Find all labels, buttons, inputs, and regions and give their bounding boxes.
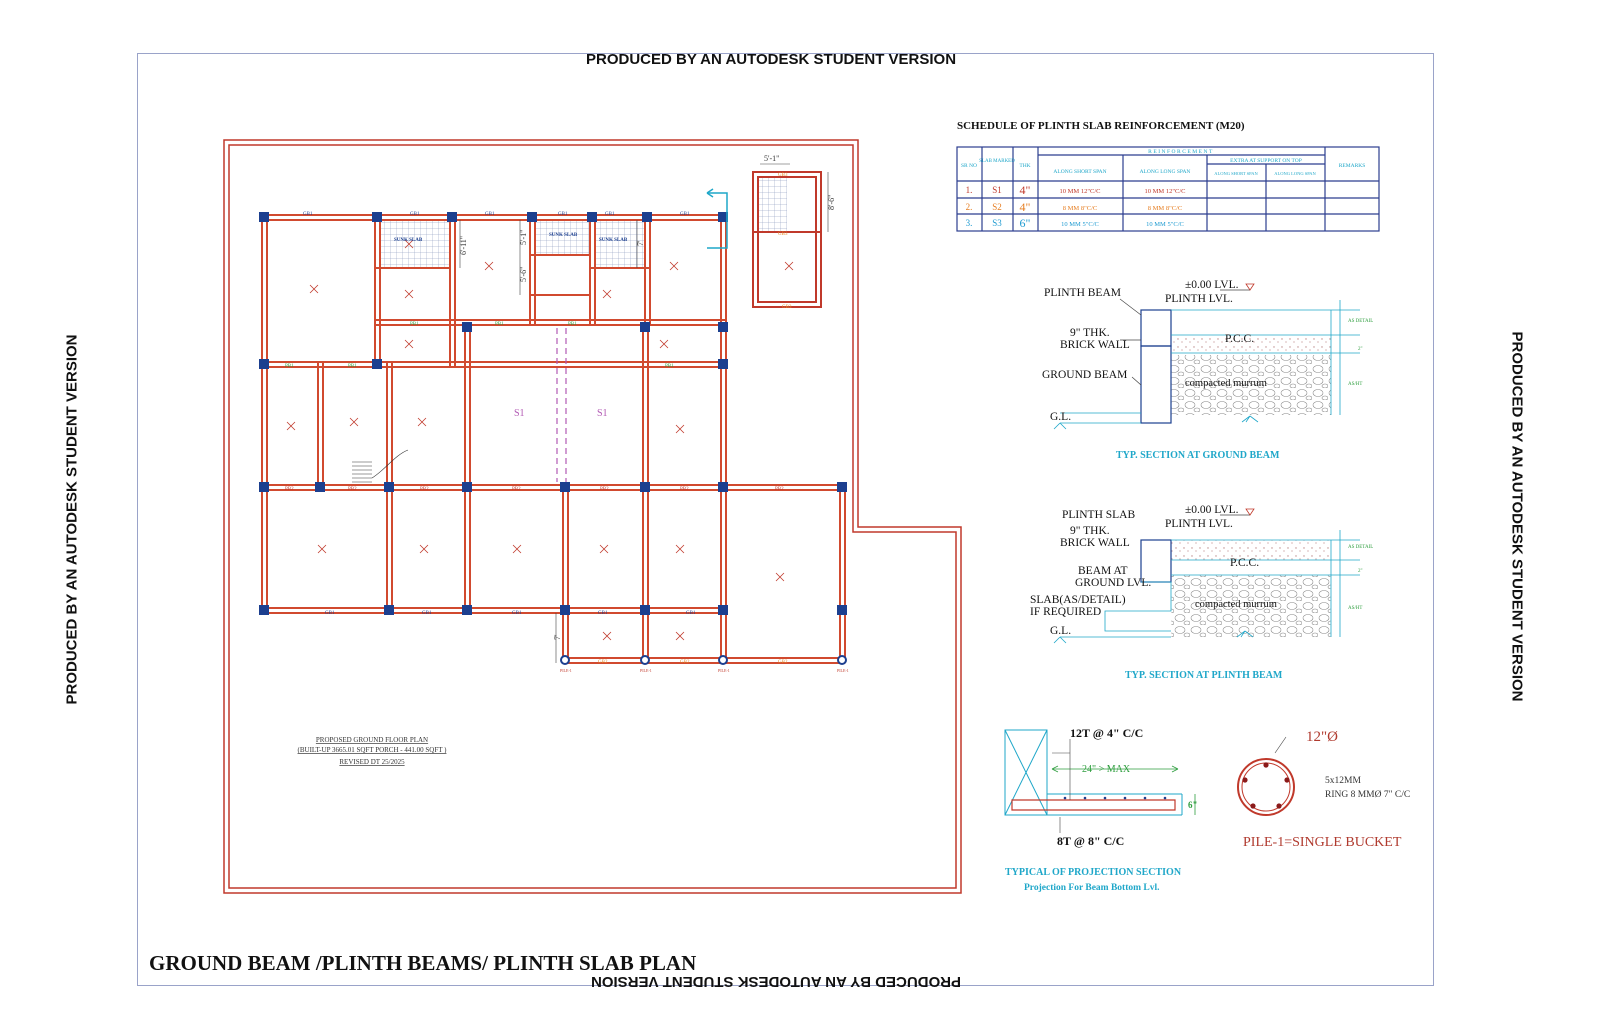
label-plinth-level: PLINTH LVL. bbox=[1165, 293, 1233, 305]
sunk-slab-label: SUNK SLAB bbox=[394, 238, 423, 243]
label-plinth-slab: PLINTH SLAB bbox=[1062, 509, 1136, 521]
label-gl: G.L. bbox=[1050, 625, 1072, 637]
header-sr-no: SR NO bbox=[960, 163, 978, 169]
beam-label: GB1 bbox=[303, 212, 313, 217]
projection-section bbox=[1000, 725, 1210, 900]
header-thk: THK bbox=[1019, 163, 1031, 169]
beam-label: GB1 bbox=[410, 212, 420, 217]
plan-caption-revised: REVISED DT 25/2025 bbox=[339, 758, 405, 766]
label-level: ±0.00 LVL. bbox=[1185, 280, 1239, 291]
dimension-text: 7' bbox=[553, 634, 562, 640]
beam-label: GB1 bbox=[680, 212, 690, 217]
plot-boundary bbox=[224, 140, 961, 893]
row-thk: 4" bbox=[1019, 183, 1031, 197]
beam-label: GB1 bbox=[598, 611, 608, 616]
pile-bars: 5x12MM bbox=[1325, 776, 1361, 786]
row-thk: 6" bbox=[1019, 216, 1031, 230]
beam-label: GB2 bbox=[778, 660, 788, 665]
label-plinth-beam: PLINTH BEAM bbox=[1044, 287, 1121, 299]
beam-label: PB2 bbox=[775, 487, 784, 492]
section-caption: TYP. SECTION AT GROUND BEAM bbox=[1116, 450, 1280, 461]
section-plinth-beam bbox=[1030, 505, 1400, 690]
beam-label: PB2 bbox=[285, 487, 294, 492]
label-level: ±0.00 LVL. bbox=[1185, 505, 1239, 516]
header-extra-short: ALONG SHORT SPAN bbox=[1214, 171, 1258, 176]
pile-detail bbox=[1235, 725, 1420, 855]
label-pcc: P.C.C. bbox=[1230, 557, 1260, 569]
row-mark: S1 bbox=[992, 185, 1002, 195]
section-caption: TYP. SECTION AT PLINTH BEAM bbox=[1125, 670, 1283, 681]
row-sr: 2. bbox=[965, 202, 973, 212]
beam-label: GB3 bbox=[778, 232, 788, 237]
pile-ring: RING 8 MMØ 7" C/C bbox=[1325, 790, 1411, 800]
pile-caption: PILE-1=SINGLE BUCKET bbox=[1243, 835, 1402, 850]
watermark-left: PRODUCED BY AN AUTODESK STUDENT VERSION bbox=[63, 334, 81, 705]
header-along-long: ALONG LONG SPAN bbox=[1139, 169, 1191, 175]
beam-label: PB2 bbox=[600, 487, 609, 492]
sunk-slab-label: SUNK SLAB bbox=[599, 238, 628, 243]
sunk-slab-label: SUNK SLAB bbox=[549, 233, 578, 238]
row-long: 10 MM 5"C/C bbox=[1146, 221, 1184, 228]
label-brick-wall: BRICK WALL bbox=[1060, 339, 1130, 351]
label-as-ht: AS/HT bbox=[1348, 606, 1363, 611]
beam-label: GB1 bbox=[485, 212, 495, 217]
beam-label: GB1 bbox=[686, 611, 696, 616]
beam-label: PB2 bbox=[348, 487, 357, 492]
row-sr: 3. bbox=[965, 218, 973, 228]
header-along-short: ALONG SHORT SPAN bbox=[1053, 169, 1107, 175]
beam-label: PB2 bbox=[680, 487, 689, 492]
beam-label: PB1 bbox=[568, 322, 577, 327]
beam-label: GB1 bbox=[325, 611, 335, 616]
label-gl: G.L. bbox=[1050, 411, 1072, 423]
slab-mark: S1 bbox=[514, 408, 525, 419]
label-2in: 2" bbox=[1358, 569, 1363, 574]
label-slab-detail: SLAB(AS/DETAIL) bbox=[1030, 594, 1126, 606]
dashed-beam-line bbox=[557, 328, 566, 482]
projection-subcaption: Projection For Beam Bottom Lvl. bbox=[1024, 883, 1160, 893]
watermark-right: PRODUCED BY AN AUTODESK STUDENT VERSION bbox=[1508, 331, 1526, 702]
row-mark: S2 bbox=[992, 202, 1002, 212]
watermark-top: PRODUCED BY AN AUTODESK STUDENT VERSION bbox=[586, 51, 957, 68]
label-pcc: P.C.C. bbox=[1225, 333, 1255, 345]
max-length-label: 24" > MAX bbox=[1082, 764, 1131, 775]
beam-label: PB2 bbox=[512, 487, 521, 492]
watermark-bottom: PRODUCED BY AN AUTODESK STUDENT VERSION bbox=[591, 973, 962, 990]
label-as-detail: AS DETAIL bbox=[1348, 545, 1374, 550]
reinforcement-schedule bbox=[955, 115, 1385, 235]
beam-label: PB1 bbox=[410, 322, 419, 327]
depth-label: 6" bbox=[1188, 800, 1198, 810]
section-ground-beam bbox=[1040, 280, 1400, 465]
beam-label: PB1 bbox=[665, 364, 674, 369]
slab-mark: S1 bbox=[597, 408, 608, 419]
row-long: 10 MM 12"C/C bbox=[1144, 188, 1186, 195]
slab-markers bbox=[287, 240, 793, 640]
header-reinforcement: REINFORCEMENT bbox=[1148, 149, 1214, 155]
beam-label: GB1 bbox=[512, 611, 522, 616]
header-remarks: REMARKS bbox=[1338, 163, 1366, 169]
schedule-title: SCHEDULE OF PLINTH SLAB REINFORCEMENT (M20) bbox=[957, 120, 1245, 132]
label-beam-at: BEAM AT bbox=[1078, 565, 1128, 577]
plan-caption-title: PROPOSED GROUND FLOOR PLAN bbox=[315, 736, 429, 744]
label-as-detail: AS DETAIL bbox=[1348, 319, 1374, 324]
beam-label: GB2 bbox=[680, 660, 690, 665]
header-extra: EXTRA AT SUPPORT ON TOP bbox=[1230, 158, 1302, 164]
dimension-text: 7' bbox=[636, 240, 645, 246]
label-2in: 2" bbox=[1358, 347, 1363, 352]
label-plinth-level: PLINTH LVL. bbox=[1165, 518, 1233, 530]
label-brick-wall: BRICK WALL bbox=[1060, 537, 1130, 549]
header-extra-long: ALONG LONG SPAN bbox=[1274, 171, 1316, 176]
row-sr: 1. bbox=[965, 185, 973, 195]
dimension-text: 6'-11" bbox=[459, 235, 468, 255]
projection-caption: TYPICAL OF PROJECTION SECTION bbox=[1005, 867, 1182, 878]
plan-caption-area: (BUILT-UP 3665.01 SQFT PORCH - 441.00 SQFT ) bbox=[297, 746, 447, 754]
top-bar-label: 12T @ 4" C/C bbox=[1070, 726, 1144, 740]
beam-label: GB1 bbox=[605, 212, 615, 217]
dimension-text: 8'-6" bbox=[827, 194, 836, 210]
beam-label: PB1 bbox=[285, 364, 294, 369]
sunk-slab-4 bbox=[759, 178, 787, 231]
beam-label: GB2 bbox=[598, 660, 608, 665]
beam-label: GB1 bbox=[422, 611, 432, 616]
beam-label: PB1 bbox=[348, 364, 357, 369]
label-murrum: compacted murrum bbox=[1185, 378, 1267, 389]
dimension-text: 5'-1" bbox=[519, 229, 528, 245]
drawing-title: GROUND BEAM /PLINTH BEAMS/ PLINTH SLAB PLAN bbox=[149, 951, 697, 975]
label-murrum: compacted murrum bbox=[1195, 599, 1277, 610]
dimension-text: 5'-1" bbox=[764, 154, 780, 163]
staircase bbox=[352, 450, 408, 482]
beam-label: GB3 bbox=[782, 305, 792, 310]
row-short: 8 MM 8"C/C bbox=[1062, 205, 1098, 212]
dimension-text: 5'-6" bbox=[519, 266, 528, 282]
pile-label: PILE-1 bbox=[718, 668, 730, 673]
beam-label: PB1 bbox=[495, 322, 504, 327]
beam-label: PB2 bbox=[420, 487, 429, 492]
label-if-required: IF REQUIRED bbox=[1030, 606, 1102, 618]
row-short: 10 MM 12"C/C bbox=[1059, 188, 1101, 195]
row-mark: S3 bbox=[992, 218, 1002, 228]
row-long: 8 MM 8"C/C bbox=[1147, 205, 1183, 212]
label-ground-beam: GROUND BEAM bbox=[1042, 369, 1128, 381]
beam-label: GB3 bbox=[778, 173, 788, 178]
label-ground-level: GROUND LVL. bbox=[1075, 577, 1152, 589]
label-as-ht: AS/HT bbox=[1348, 382, 1363, 387]
pile-label: PILE-1 bbox=[837, 668, 849, 673]
sunk-slab-1 bbox=[381, 221, 449, 267]
sunk-slab-2 bbox=[536, 221, 589, 254]
label-wall-thk: 9" THK. bbox=[1070, 327, 1110, 339]
beam-label: GB1 bbox=[558, 212, 568, 217]
pile-label: PILE-1 bbox=[640, 668, 652, 673]
header-slab-marked: SLAB MARKED bbox=[979, 159, 1015, 164]
bottom-bar-label: 8T @ 8" C/C bbox=[1057, 834, 1125, 848]
pile-dia: 12"Ø bbox=[1306, 729, 1338, 745]
row-short: 10 MM 5"C/C bbox=[1061, 221, 1099, 228]
label-wall-thk: 9" THK. bbox=[1070, 525, 1110, 537]
row-thk: 4" bbox=[1019, 200, 1031, 214]
pile-label: PILE-1 bbox=[560, 668, 572, 673]
